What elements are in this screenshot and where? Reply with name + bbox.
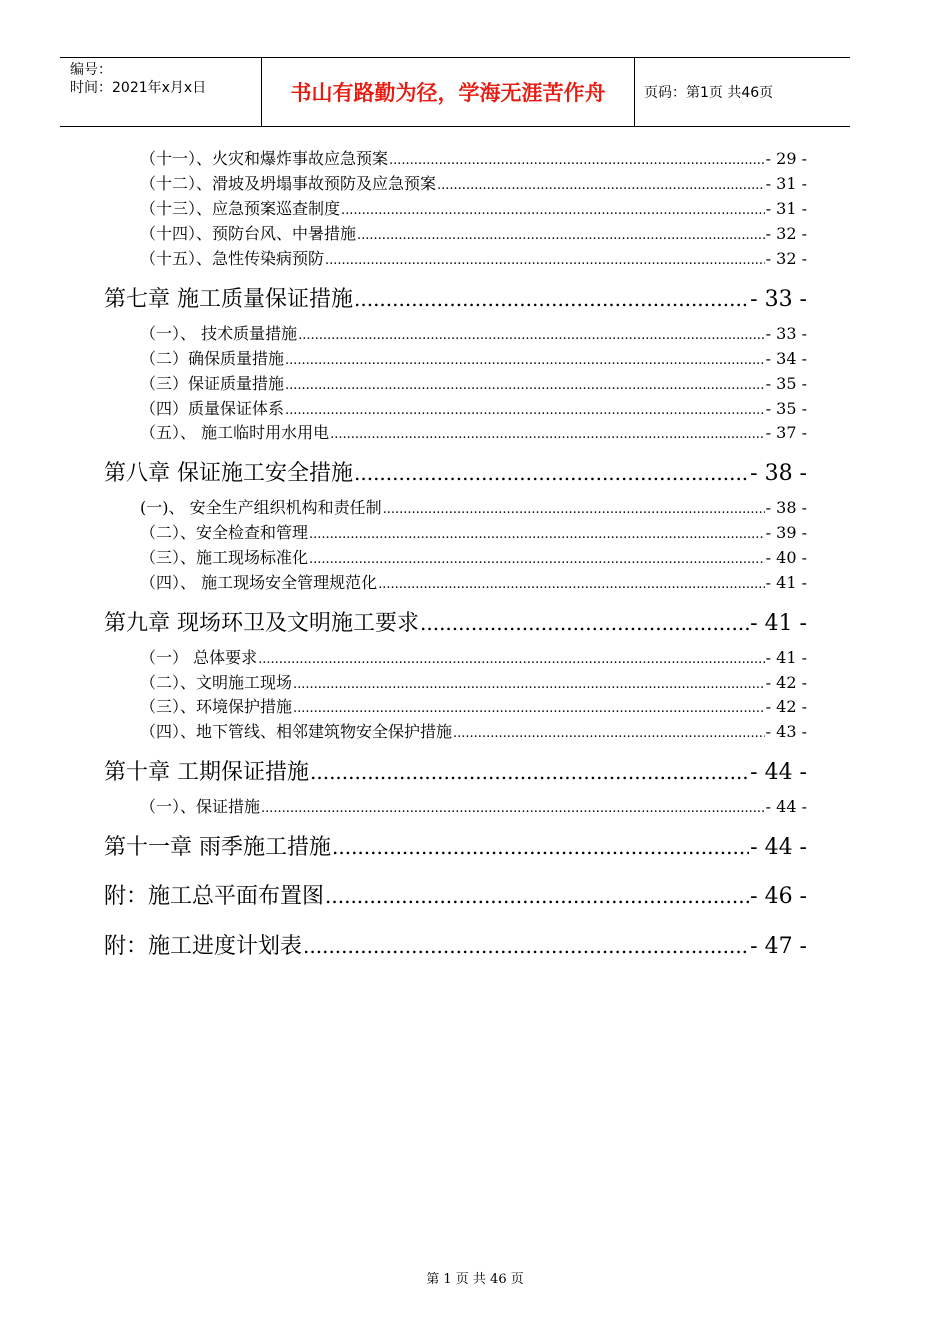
- toc-section-entry[interactable]: [140, 696, 807, 718]
- toc-dot-leader: [332, 832, 749, 862]
- toc-dot-leader: [378, 574, 765, 596]
- toc-dot-leader: [293, 698, 765, 720]
- toc-section-entry[interactable]: [140, 323, 807, 345]
- toc-dot-leader: [309, 524, 765, 546]
- toc-entry-page: - 29 -: [765, 149, 807, 168]
- toc-entry-title: 附：施工进度计划表: [104, 934, 303, 959]
- toc-entry-page: - 32 -: [765, 249, 807, 268]
- toc-entry-title: (一)、 安全生产组织机构和责任制: [140, 498, 382, 517]
- toc-dot-leader: [389, 150, 765, 172]
- toc-entry-title: （十五）、急性传染病预防: [140, 249, 325, 268]
- toc-dot-leader: [298, 325, 765, 347]
- toc-entry-page: - 43 -: [765, 722, 807, 741]
- page-header: [60, 57, 850, 127]
- toc-section-entry[interactable]: [140, 248, 807, 270]
- toc-chapter-entry[interactable]: [104, 458, 807, 488]
- header-page-info: 页码：第1页 共46页: [644, 85, 774, 101]
- toc-entry-page: - 35 -: [765, 374, 807, 393]
- toc-entry-page: - 42 -: [765, 697, 807, 716]
- toc-entry-title: （十四）、预防台风、中暑措施: [140, 224, 357, 243]
- header-motto: 书山有路勤为径，学海无涯苦作舟: [262, 58, 635, 126]
- toc-entry-page: - 39 -: [765, 523, 807, 542]
- toc-entry-page: - 33 -: [750, 287, 807, 312]
- toc-section-entry[interactable]: [140, 522, 807, 544]
- toc-entry-page: - 44 -: [750, 835, 807, 860]
- toc-entry-title: （二）、安全检查和管理: [140, 523, 309, 542]
- toc-entry-title: （十二）、滑坡及坍塌事故预防及应急预案: [140, 174, 437, 193]
- toc-dot-leader: [285, 375, 765, 397]
- toc-section-entry[interactable]: [140, 796, 807, 818]
- toc-dot-leader: [285, 350, 765, 372]
- toc-entry-page: - 33 -: [765, 324, 807, 343]
- toc-entry-page: - 37 -: [765, 423, 807, 442]
- toc-entry-page: - 44 -: [750, 760, 807, 785]
- toc-entry-title: （十三）、应急预案巡查制度: [140, 199, 341, 218]
- toc-entry-page: - 41 -: [765, 648, 807, 667]
- toc-section-entry[interactable]: [140, 348, 807, 370]
- toc-entry-page: - 41 -: [765, 573, 807, 592]
- toc-entry-page: - 31 -: [765, 174, 807, 193]
- toc-section-entry[interactable]: [140, 173, 807, 195]
- time-label: 时间：2021年x月x日: [70, 80, 207, 96]
- toc-entry-title: （三）保证质量措施: [140, 374, 285, 393]
- toc-section-entry[interactable]: [140, 398, 807, 420]
- toc-section-entry[interactable]: [140, 547, 807, 569]
- toc-section-entry[interactable]: [140, 647, 807, 669]
- toc-dot-leader: [285, 400, 765, 422]
- toc-entry-page: - 44 -: [765, 797, 807, 816]
- toc-chapter-entry[interactable]: [104, 881, 807, 911]
- toc-entry-title: 第十章 工期保证措施: [104, 760, 309, 785]
- toc-chapter-entry[interactable]: [104, 608, 807, 638]
- toc-entry-title: （四）质量保证体系: [140, 399, 285, 418]
- header-meta: [60, 58, 262, 126]
- page-footer: 第 1 页 共 46 页: [426, 1272, 524, 1287]
- toc-entry-page: - 40 -: [765, 548, 807, 567]
- toc-chapter-entry[interactable]: [104, 757, 807, 787]
- toc-dot-leader: [293, 674, 765, 696]
- toc-section-entry[interactable]: [140, 497, 807, 519]
- toc-entry-page: - 41 -: [750, 611, 807, 636]
- toc-section-entry[interactable]: [140, 672, 807, 694]
- toc-dot-leader: [354, 284, 749, 314]
- toc-chapter-entry[interactable]: [104, 931, 807, 961]
- toc-entry-title: 第七章 施工质量保证措施: [104, 287, 353, 312]
- toc-entry-page: - 38 -: [750, 461, 807, 486]
- toc-entry-title: 第九章 现场环卫及文明施工要求: [104, 611, 419, 636]
- toc-dot-leader: [341, 200, 765, 222]
- toc-entry-title: （二）确保质量措施: [140, 349, 285, 368]
- toc-entry-title: （四）、 施工现场安全管理规范化: [140, 573, 378, 592]
- toc-section-entry[interactable]: [140, 223, 807, 245]
- toc-entry-title: （四）、地下管线、相邻建筑物安全保护措施: [140, 722, 453, 741]
- toc-entry-title: 第十一章 雨季施工措施: [104, 835, 331, 860]
- toc-section-entry[interactable]: [140, 422, 807, 444]
- toc-entry-title: （一） 总体要求: [140, 648, 258, 667]
- number-label: 编号：: [70, 62, 112, 78]
- toc-entry-page: - 42 -: [765, 673, 807, 692]
- toc-entry-title: 附：施工总平面布置图: [104, 884, 325, 909]
- toc-entry-page: - 31 -: [765, 199, 807, 218]
- toc-dot-leader: [437, 175, 765, 197]
- toc-dot-leader: [261, 798, 765, 820]
- toc-section-entry[interactable]: [140, 148, 807, 170]
- toc-entry-page: - 46 -: [750, 884, 807, 909]
- toc-entry-page: - 38 -: [765, 498, 807, 517]
- toc-entry-page: - 35 -: [765, 399, 807, 418]
- toc-entry-title: （一）、保证措施: [140, 797, 261, 816]
- toc-entry-title: 第八章 保证施工安全措施: [104, 461, 353, 486]
- toc-dot-leader: [330, 424, 765, 446]
- toc-entry-title: （五）、 施工临时用水用电: [140, 423, 330, 442]
- toc-dot-leader: [420, 608, 749, 638]
- toc-dot-leader: [310, 757, 749, 787]
- toc-entry-title: （一）、 技术质量措施: [140, 324, 298, 343]
- toc-entry-page: - 47 -: [750, 934, 807, 959]
- toc-chapter-entry[interactable]: [104, 284, 807, 314]
- toc-section-entry[interactable]: [140, 198, 807, 220]
- toc-section-entry[interactable]: [140, 572, 807, 594]
- toc-section-entry[interactable]: [140, 721, 807, 743]
- toc-entry-title: （二）、文明施工现场: [140, 673, 293, 692]
- toc-entry-page: - 34 -: [765, 349, 807, 368]
- toc-dot-leader: [258, 649, 765, 671]
- toc-entry-title: （三）、施工现场标准化: [140, 548, 309, 567]
- toc-dot-leader: [325, 881, 749, 911]
- toc-dot-leader: [309, 549, 765, 571]
- toc-dot-leader: [303, 931, 749, 961]
- toc-dot-leader: [325, 250, 765, 272]
- toc-entry-title: （十一）、火灾和爆炸事故应急预案: [140, 149, 389, 168]
- toc-chapter-entry[interactable]: [104, 832, 807, 862]
- toc-dot-leader: [357, 225, 765, 247]
- toc-entry-page: - 32 -: [765, 224, 807, 243]
- toc-dot-leader: [453, 723, 765, 745]
- toc-dot-leader: [354, 458, 749, 488]
- toc-section-entry[interactable]: [140, 373, 807, 395]
- toc-dot-leader: [383, 499, 765, 521]
- toc-entry-title: （三）、环境保护措施: [140, 697, 293, 716]
